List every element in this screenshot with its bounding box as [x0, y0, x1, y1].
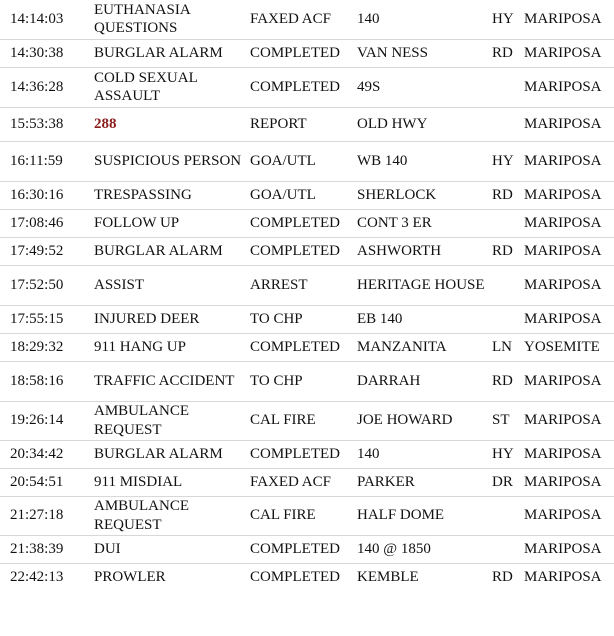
call-type: SUSPICIOUS PERSON [94, 152, 242, 169]
call-city: MARIPOSA [524, 473, 602, 490]
call-street-suffix: RD [492, 372, 513, 389]
call-type: COLD SEXUAL ASSAULT [94, 69, 198, 104]
call-street-suffix [492, 265, 524, 305]
call-time: 16:11:59 [10, 152, 63, 169]
call-type: DUI [94, 540, 121, 557]
call-type: TRESPASSING [94, 186, 192, 203]
call-disposition: ARREST [250, 276, 308, 293]
table-row [0, 401, 614, 440]
call-disposition: CAL FIRE [250, 507, 316, 524]
call-disposition: FAXED ACF [250, 473, 331, 490]
call-type: BURGLAR ALARM [94, 242, 223, 259]
table-row [0, 265, 614, 305]
call-location: DARRAH [357, 372, 421, 389]
call-time: 16:30:16 [10, 186, 64, 203]
call-location: KEMBLE [357, 569, 419, 585]
call-location: OLD HWY [357, 115, 428, 132]
call-street-suffix: DR [492, 473, 513, 490]
table-row [0, 305, 614, 333]
call-street-suffix [492, 67, 524, 107]
call-disposition: REPORT [250, 115, 307, 132]
call-disposition: TO CHP [250, 372, 303, 389]
call-location: PARKER [357, 473, 415, 490]
call-time: 18:58:16 [10, 372, 64, 389]
table-row [0, 67, 614, 107]
call-type: FOLLOW UP [94, 214, 180, 231]
call-disposition: COMPLETED [250, 242, 340, 259]
call-city: MARIPOSA [524, 11, 602, 27]
call-time: 17:08:46 [10, 214, 64, 231]
call-street-suffix: RD [492, 44, 513, 61]
table-row [0, 39, 614, 67]
table-row [0, 468, 614, 496]
call-location: VAN NESS [357, 44, 428, 61]
call-time: 14:36:28 [10, 78, 64, 95]
table-row [0, 496, 614, 535]
call-location: 140 [357, 11, 380, 27]
call-city: MARIPOSA [524, 242, 602, 259]
table-row [0, 0, 614, 39]
call-disposition: COMPLETED [250, 540, 340, 557]
table-row [0, 333, 614, 361]
call-disposition: GOA/UTL [250, 186, 316, 203]
call-time: 17:49:52 [10, 242, 64, 259]
call-location: HERITAGE HOUSE [357, 276, 485, 293]
table-row [0, 440, 614, 468]
call-disposition: COMPLETED [250, 78, 340, 95]
call-disposition: TO CHP [250, 310, 303, 327]
call-disposition: FAXED ACF [250, 11, 331, 27]
call-street-suffix [492, 496, 524, 535]
table-row [0, 535, 614, 563]
call-type: EUTHANASIA QUESTIONS [94, 1, 190, 37]
call-city: MARIPOSA [524, 214, 602, 231]
table-row [0, 361, 614, 401]
call-city: MARIPOSA [524, 569, 602, 585]
call-city: MARIPOSA [524, 372, 602, 389]
call-city: MARIPOSA [524, 412, 602, 429]
call-time: 14:30:38 [10, 44, 64, 61]
call-city: YOSEMITE [524, 338, 600, 355]
call-city: MARIPOSA [524, 445, 602, 462]
call-location: JOE HOWARD [357, 412, 453, 429]
call-street-suffix [492, 209, 524, 237]
call-location: WB 140 [357, 152, 408, 169]
call-type: 288 [94, 115, 117, 132]
table-row [0, 237, 614, 265]
call-disposition: COMPLETED [250, 214, 340, 231]
table-row [0, 209, 614, 237]
call-type: AMBULANCE REQUEST [94, 403, 190, 438]
call-location: 140 @ 1850 [357, 540, 431, 557]
table-row [0, 181, 614, 209]
call-disposition: COMPLETED [250, 569, 340, 585]
call-disposition: COMPLETED [250, 445, 340, 462]
call-street-suffix: HY [492, 11, 514, 27]
call-city: MARIPOSA [524, 276, 602, 293]
call-city: MARIPOSA [524, 78, 602, 95]
call-city: MARIPOSA [524, 152, 602, 169]
call-city: MARIPOSA [524, 44, 602, 61]
call-type: PROWLER [94, 569, 166, 585]
call-type: ASSIST [94, 276, 145, 293]
table-row [0, 563, 614, 591]
call-city: MARIPOSA [524, 310, 602, 327]
call-street-suffix: RD [492, 569, 513, 585]
call-time: 21:27:18 [10, 507, 64, 524]
call-type: 911 MISDIAL [94, 473, 183, 490]
call-disposition: COMPLETED [250, 44, 340, 61]
call-street-suffix [492, 107, 524, 141]
call-time: 14:14:03 [10, 11, 64, 27]
call-disposition: CAL FIRE [250, 412, 316, 429]
call-location: MANZANITA [357, 338, 447, 355]
call-type: AMBULANCE REQUEST [94, 498, 190, 533]
call-location: 49S [357, 78, 381, 95]
call-time: 17:55:15 [10, 310, 64, 327]
call-time: 18:29:32 [10, 338, 64, 355]
call-city: MARIPOSA [524, 186, 602, 203]
call-time: 20:54:51 [10, 473, 64, 490]
call-type: TRAFFIC ACCIDENT [94, 372, 235, 389]
call-time: 21:38:39 [10, 540, 64, 557]
call-location: CONT 3 ER [357, 214, 432, 231]
call-city: MARIPOSA [524, 115, 602, 132]
call-street-suffix [492, 305, 524, 333]
call-time: 22:42:13 [10, 569, 64, 585]
call-time: 15:53:38 [10, 115, 64, 132]
call-location: SHERLOCK [357, 186, 437, 203]
call-street-suffix: ST [492, 412, 510, 429]
call-city: MARIPOSA [524, 540, 602, 557]
call-location: EB 140 [357, 310, 403, 327]
table-row [0, 107, 614, 141]
table-row [0, 141, 614, 181]
call-disposition: GOA/UTL [250, 152, 316, 169]
call-type: 911 HANG UP [94, 338, 186, 355]
call-street-suffix: RD [492, 186, 513, 203]
call-disposition: COMPLETED [250, 338, 340, 355]
call-type: INJURED DEER [94, 310, 200, 327]
call-street-suffix: RD [492, 242, 513, 259]
call-time: 20:34:42 [10, 445, 64, 462]
call-location: 140 [357, 445, 380, 462]
call-type: BURGLAR ALARM [94, 44, 223, 61]
call-type: BURGLAR ALARM [94, 445, 223, 462]
call-street-suffix: HY [492, 152, 514, 169]
call-street-suffix: LN [492, 338, 512, 355]
call-time: 17:52:50 [10, 276, 64, 293]
call-city: MARIPOSA [524, 507, 602, 524]
call-location: HALF DOME [357, 507, 445, 524]
call-street-suffix [492, 535, 524, 563]
call-time: 19:26:14 [10, 412, 64, 429]
call-street-suffix: HY [492, 445, 514, 462]
call-location: ASHWORTH [357, 242, 442, 259]
